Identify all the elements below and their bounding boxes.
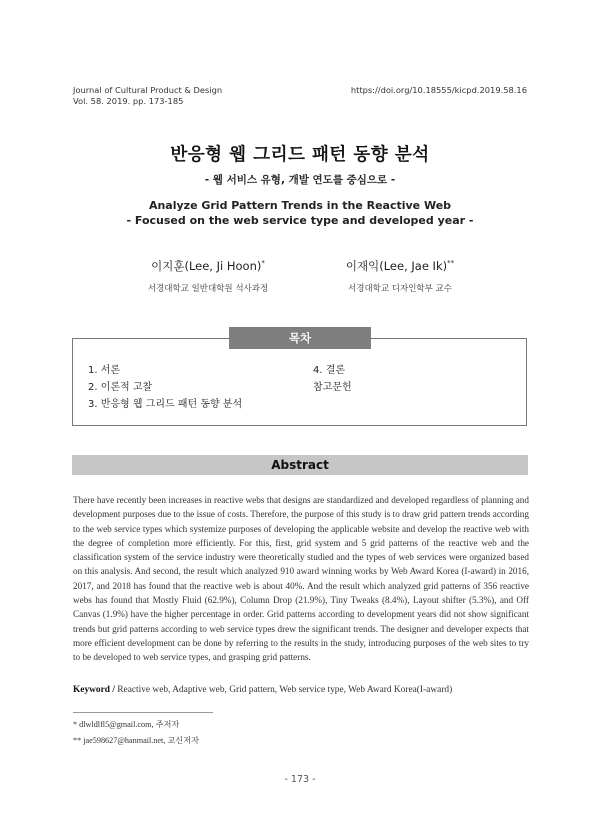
- toc-item[interactable]: 4. 결론: [313, 365, 346, 376]
- author-2-name: 이재익(Lee, Jae Ik): [345, 259, 448, 273]
- footnote-2: [73, 735, 199, 746]
- english-title-line1: Analyze Grid Pattern Trends in the Reactive Web: [148, 199, 452, 212]
- author-1: [98, 258, 318, 294]
- author-2: [290, 258, 510, 294]
- footnote-2-text: jae598627@hanmail.net, 교신저자: [83, 736, 200, 745]
- author-2-affiliation: 서경대학교 디자인학부 교수: [348, 284, 452, 294]
- toc-left-column: [88, 362, 242, 413]
- page-number: - 173 -: [284, 774, 316, 785]
- journal-volume: Vol. 58. 2019. pp. 173-185: [73, 96, 184, 106]
- author-1-name: 이지훈(Lee, Ji Hoon): [151, 259, 262, 273]
- toc-title: 목차: [229, 327, 371, 349]
- footnote-2-mark: **: [73, 736, 82, 745]
- english-title: [0, 198, 600, 228]
- footnote-divider: [73, 712, 213, 713]
- author-2-name-line: [290, 258, 510, 274]
- keyword-label: Keyword /: [73, 685, 115, 695]
- author-2-mark: **: [447, 259, 455, 268]
- keyword-text: Reactive web, Adaptive web, Grid pattern, Web service type, Web Award Korea(I-award): [117, 685, 453, 695]
- footnote-1-text: dlwldlfl5@gmail.com, 주저자: [79, 720, 180, 729]
- toc-item[interactable]: 참고문헌: [313, 382, 352, 393]
- toc-right-column: [313, 362, 352, 396]
- author-1-name-line: [98, 258, 318, 274]
- doi-link[interactable]: https://doi.org/10.18555/kicpd.2019.58.16: [350, 85, 527, 95]
- footnote-1: [73, 719, 179, 730]
- author-1-affiliation: 서경대학교 일반대학원 석사과정: [147, 284, 269, 294]
- toc-item[interactable]: 3. 반응형 웹 그리드 패턴 동향 분석: [88, 399, 243, 410]
- toc-item[interactable]: 1. 서론: [88, 365, 121, 376]
- footnote-1-mark: *: [73, 720, 78, 729]
- journal-name: Journal of Cultural Product & Design: [73, 85, 223, 95]
- english-title-line2: - Focused on the web service type and developed year -: [126, 214, 474, 227]
- korean-subtitle: - 웹 서비스 유형, 개발 연도를 중심으로 -: [204, 174, 396, 186]
- abstract-heading: Abstract: [72, 455, 528, 475]
- author-1-mark: *: [261, 259, 265, 268]
- korean-title: 반응형 웹 그리드 패턴 동향 분석: [170, 145, 430, 165]
- keyword-line: [73, 685, 452, 695]
- journal-citation: [73, 85, 222, 107]
- toc-item[interactable]: 2. 이론적 고찰: [88, 382, 153, 393]
- abstract-body: There have recently been increases in reactive webs that designs are standardized and developed regardless of planning and development purposes due to the issue of costs. Therefore, the purpose of this study is to draw grid pattern trends according to the web service types which systemize purposes of developing the applicable website and develop the reactive web with the degree of completion more efficiently. For this, first, grid system and 5 grid patterns of the reactive web and the classification system of the service industry were theoretically studied and the types of web services were organized based on this analysis. And second, the result which analyzed 910 award winning works by Web Award Korea (I-award) in 2016, 2017, and 2018 has found that the reactive web is about 40%. And the result which analyzed grid patterns of 356 reactive webs has found that Mostly Fluid (62.9%), Column Drop (21.9%), Tiny Tweaks (8.4%), Layout shifter (5.3%), and Off Canvas (1.9%) have the higher percentage in order. Grid patterns according to development years did not show significant trends but grid patterns according to web service types drew the significant trends. The designer and developer expects that more efficient development can be done by referring to the results in the study, introducing purposes of the web sites to try to be developed to web service types, and grasping grid patterns.: [73, 495, 529, 663]
